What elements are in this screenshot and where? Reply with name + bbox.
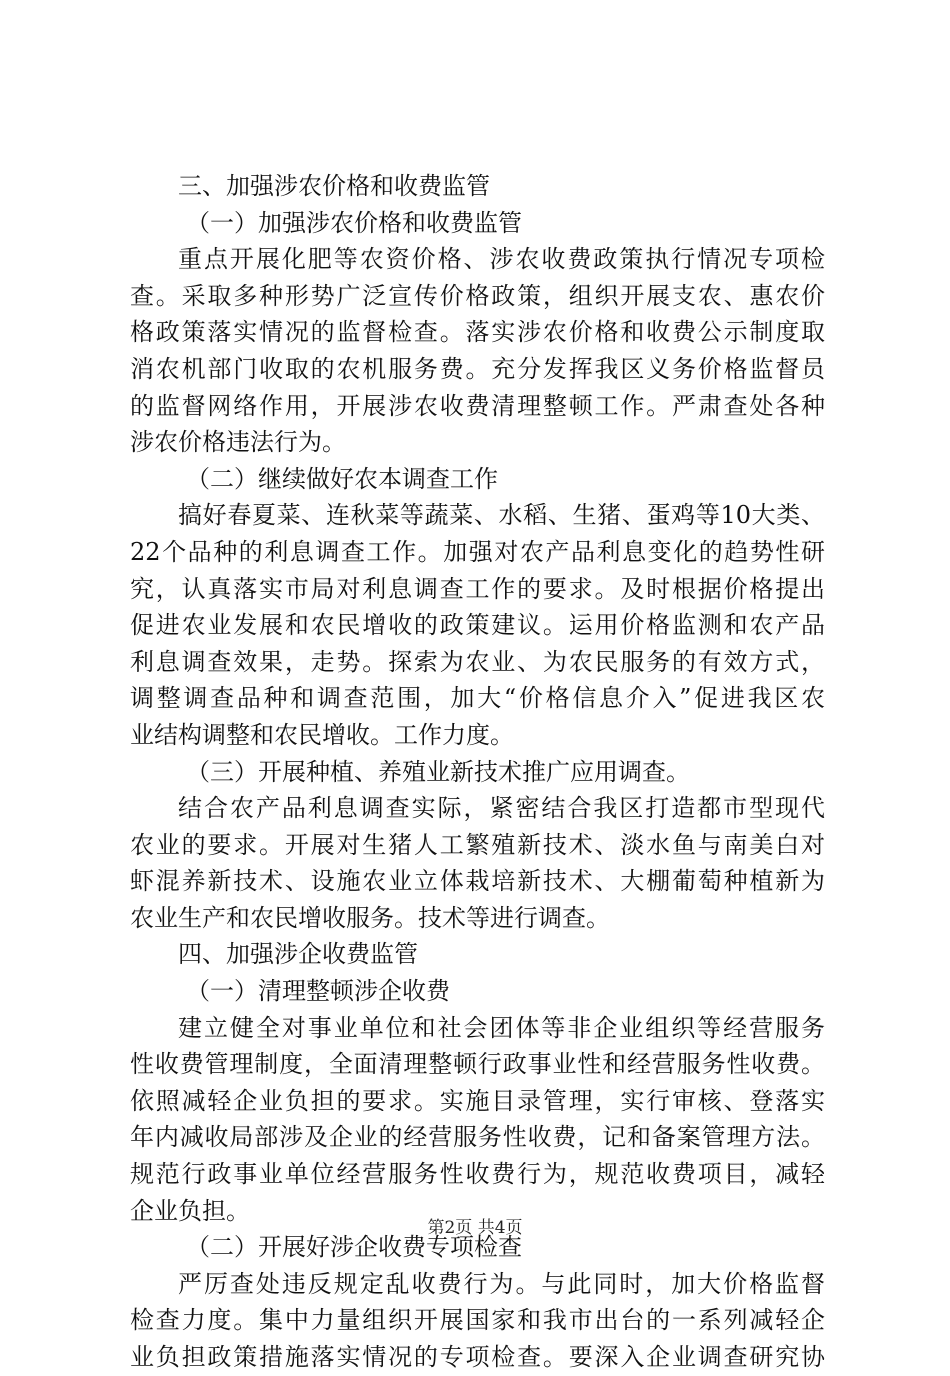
paragraph-line: 涉农价格违法行为。 xyxy=(130,428,346,457)
paragraph-line: 业负担政策措施落实情况的专项检查。要深入企业调查研究协 xyxy=(130,1343,825,1371)
paragraph-line: 究，认真落实市局对利息调查工作的要求。及时根据价格提出 xyxy=(130,574,825,603)
paragraph-line: 22个品种的利息调查工作。加强对农产品利息变化的趋势性研 xyxy=(130,537,825,566)
paragraph-line: 严厉查处违反规定乱收费行为。与此同时，加大价格监督 xyxy=(178,1269,825,1298)
page-footer: 第2页 共4页 xyxy=(427,1218,523,1238)
paragraph-line: 检查力度。集中力量组织开展国家和我市出台的一系列减轻企 xyxy=(130,1306,825,1335)
paragraph-line: 利息调查效果，走势。探索为农业、为农民服务的有效方式， xyxy=(130,647,825,676)
paragraph-line: 的监督网络作用，开展涉农收费清理整顿工作。严肃查处各种 xyxy=(130,391,825,420)
paragraph-line: 搞好春夏菜、连秋菜等蔬菜、水稻、生猪、蛋鸡等10大类、 xyxy=(178,501,825,530)
paragraph-line: 建立健全对事业单位和社会团体等非企业组织等经营服务 xyxy=(178,1013,825,1042)
paragraph-line: 调整调查品种和调查范围，加大“价格信息介入”促进我区农 xyxy=(130,684,825,713)
paragraph-line: 促进农业发展和农民增收的政策建议。运用价格监测和农产品 xyxy=(130,611,825,640)
paragraph-line: 查。采取多种形势广泛宣传价格政策，组织开展支农、惠农价 xyxy=(130,281,825,310)
paragraph-line: 格政策落实情况的监督检查。落实涉农价格和收费公示制度取 xyxy=(130,318,825,347)
paragraph-line: 虾混养新技术、设施农业立体栽培新技术、大棚葡萄种植新为 xyxy=(130,867,825,896)
paragraph-line: 农业生产和农民增收服务。技术等进行调查。 xyxy=(130,903,610,932)
subsection-heading: （一）清理整顿涉企收费 xyxy=(186,977,450,1006)
document-body xyxy=(130,168,825,1376)
paragraph-line: 消农机部门收取的农机服务费。充分发挥我区义务价格监督员 xyxy=(130,354,825,383)
section-heading: 三、加强涉农价格和收费监管 xyxy=(178,172,490,200)
paragraph-line: 重点开展化肥等农资价格、涉农收费政策执行情况专项检 xyxy=(178,245,825,274)
paragraph-line: 业结构调整和农民增收。工作力度。 xyxy=(130,720,514,749)
paragraph-line: 年内减收局部涉及企业的经营服务性收费，记和备案管理方法。 xyxy=(130,1123,825,1152)
subsection-heading: （三）开展种植、养殖业新技术推广应用调查。 xyxy=(186,757,690,786)
paragraph-line: 性收费管理制度，全面清理整顿行政事业性和经营服务性收费。 xyxy=(130,1050,825,1079)
paragraph-line: 结合农产品利息调查实际，紧密结合我区打造都市型现代 xyxy=(178,794,825,823)
subsection-heading: （二）开展好涉企收费专项检查 xyxy=(186,1233,522,1262)
paragraph-line: 规范行政事业单位经营服务性收费行为，规范收费项目，减轻 xyxy=(130,1160,825,1189)
subsection-heading: （一）加强涉农价格和收费监管 xyxy=(186,208,522,237)
paragraph-line: 依照减轻企业负担的要求。实施目录管理，实行审核、登落实 xyxy=(130,1086,825,1115)
section-heading: 四、加强涉企收费监管 xyxy=(178,940,418,969)
subsection-heading: （二）继续做好农本调查工作 xyxy=(186,464,498,493)
paragraph-line: 企业负担。 xyxy=(130,1196,250,1225)
paragraph-line: 农业的要求。开展对生猪人工繁殖新技术、淡水鱼与南美白对 xyxy=(130,830,825,859)
